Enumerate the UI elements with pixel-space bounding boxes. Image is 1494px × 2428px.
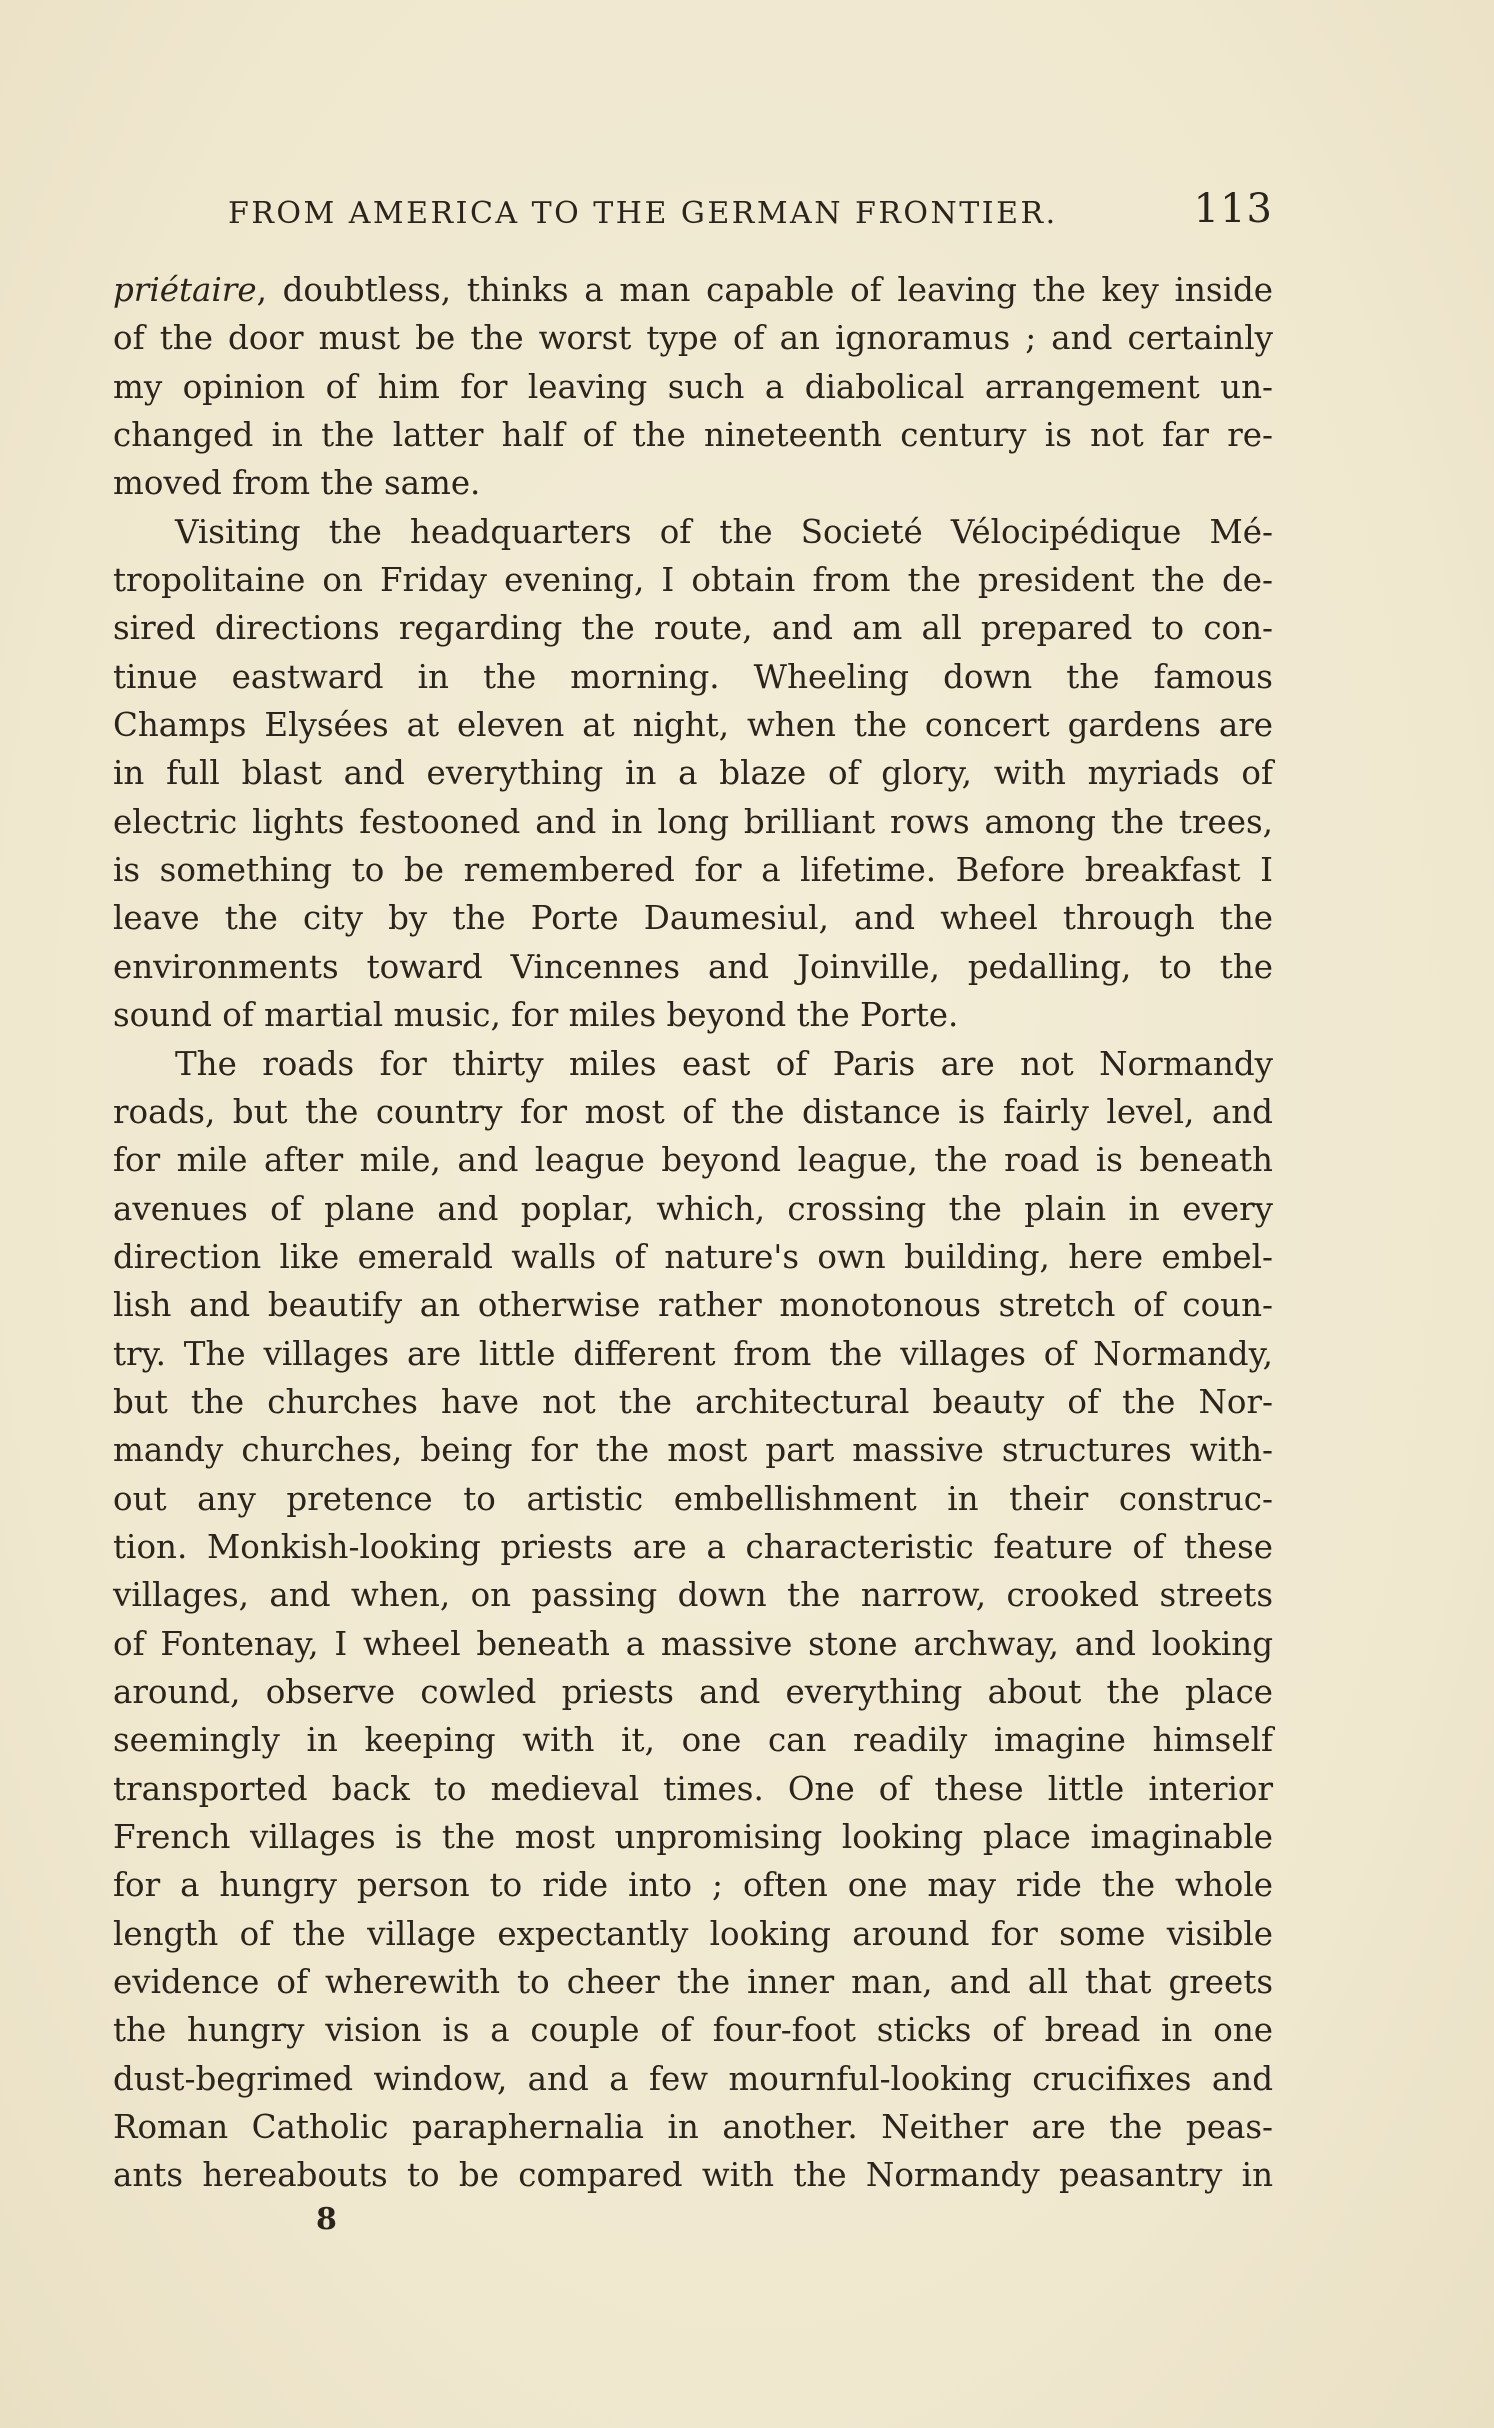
body-text bbox=[113, 266, 1273, 2200]
text-line: seemingly in keeping with it, one can readily imagine himself bbox=[113, 1721, 1273, 1760]
text-line: French villages is the most unpromising looking place imaginable bbox=[113, 1818, 1273, 1856]
text-line: for a hungry person to ride into ; often one may ride the whole bbox=[113, 1866, 1273, 1905]
text-line: Champs Elysées at eleven at night, when the concert gardens are bbox=[113, 706, 1273, 745]
text-line: environments toward Vincennes and Joinville, pedalling, to the bbox=[113, 947, 1273, 986]
text-line: villages, and when, on passing down the narrow, crooked streets bbox=[113, 1576, 1273, 1615]
text-line: the hungry vision is a couple of four-foot sticks of bread in one bbox=[113, 2011, 1273, 2050]
text-line: tropolitaine on Friday evening, I obtain from the president the de- bbox=[113, 561, 1273, 600]
text-line: length of the village expectantly looking around for some visible bbox=[113, 1914, 1273, 1953]
text-line: avenues of plane and poplar, which, crossing the plain in every bbox=[113, 1189, 1273, 1228]
running-head: FROM AMERICA TO THE GERMAN FRONTIER. bbox=[228, 196, 1058, 231]
page-number: 113 bbox=[1193, 186, 1273, 232]
text-line: changed in the latter half of the nineteenth century is not far re- bbox=[113, 416, 1273, 455]
text-line: evidence of wherewith to cheer the inner man, and all that greets bbox=[113, 1963, 1273, 2002]
text-line: The roads for thirty miles east of Paris are not Normandy bbox=[175, 1044, 1273, 1083]
text-line: moved from the same. bbox=[113, 464, 481, 503]
text-line: tinue eastward in the morning. Wheeling down the famous bbox=[113, 657, 1273, 696]
text-line: of the door must be the worst type of an ignoramus ; and certainly bbox=[113, 319, 1273, 358]
signature-mark: 8 bbox=[316, 2202, 337, 2237]
text-line: around, observe cowled priests and everything about the place bbox=[113, 1672, 1273, 1711]
page-header bbox=[113, 186, 1273, 238]
text-line: Roman Catholic paraphernalia in another. Neither are the peas- bbox=[113, 2108, 1273, 2147]
text-line: for mile after mile, and league beyond league, the road is beneath bbox=[113, 1141, 1273, 1180]
text-line: electric lights festooned and in long brilliant rows among the trees, bbox=[113, 802, 1273, 841]
text-line: lish and beautify an otherwise rather monotonous stretch of coun- bbox=[113, 1286, 1273, 1325]
text-line: but the churches have not the architectural beauty of the Nor- bbox=[113, 1382, 1273, 1421]
text-line: roads, but the country for most of the distance is fairly level, and bbox=[113, 1092, 1273, 1131]
text-line: tion. Monkish-looking priests are a characteristic feature of these bbox=[113, 1527, 1273, 1566]
text-line: sired directions regarding the route, and am all prepared to con- bbox=[113, 609, 1273, 648]
italic-word: priétaire bbox=[113, 271, 257, 309]
text-line: dust-begrimed window, and a few mournful-looking crucifixes and bbox=[113, 2059, 1273, 2098]
text-line: out any pretence to artistic embellishment in their construc- bbox=[113, 1479, 1273, 1518]
text-line: direction like emerald walls of nature's own building, here embel- bbox=[113, 1237, 1273, 1276]
text-line: Visiting the headquarters of the Societé Vélocipédique Mé- bbox=[175, 512, 1273, 551]
text-line: ants hereabouts to be compared with the Normandy peasantry in bbox=[113, 2156, 1273, 2195]
text-line: my opinion of him for leaving such a diabolical arrangement un- bbox=[113, 367, 1273, 406]
text-line: try. The villages are little different from the villages of Normandy, bbox=[113, 1334, 1273, 1373]
text-line: priétaire, doubtless, thinks a man capable of leaving the key inside bbox=[113, 271, 1273, 309]
text-line: of Fontenay, I wheel beneath a massive stone archway, and looking bbox=[113, 1624, 1273, 1663]
text-line: sound of martial music, for miles beyond the Porte. bbox=[113, 996, 959, 1035]
text-line: leave the city by the Porte Daumesiul, and wheel through the bbox=[113, 899, 1273, 938]
text-line: mandy churches, being for the most part massive structures with- bbox=[113, 1431, 1273, 1470]
text-line: in full blast and everything in a blaze of glory, with myriads of bbox=[113, 754, 1273, 793]
text-line: is something to be remembered for a lifetime. Before breakfast I bbox=[113, 851, 1273, 890]
text-line: transported back to medieval times. One of these little interior bbox=[113, 1769, 1273, 1808]
